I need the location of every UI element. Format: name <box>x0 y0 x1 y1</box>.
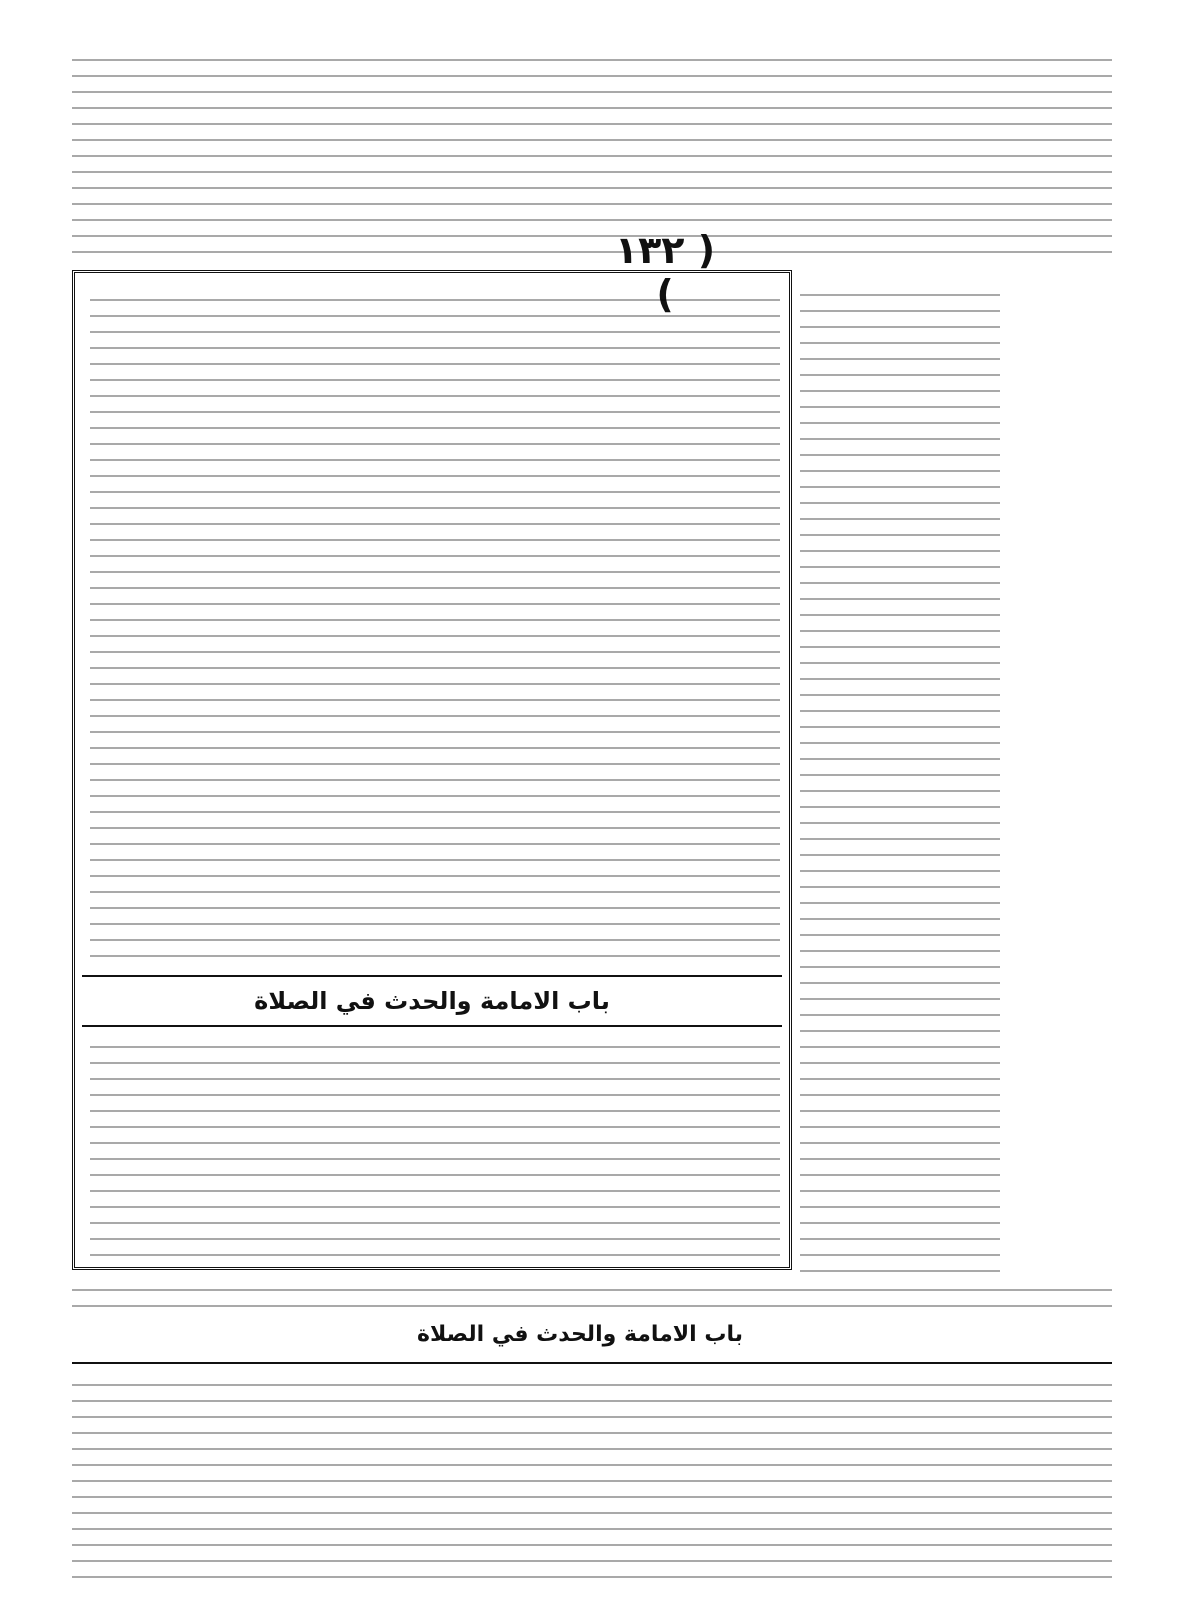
margin-commentary <box>800 280 1000 1280</box>
footer-commentary <box>72 1370 1112 1585</box>
chapter-divider <box>82 975 782 1027</box>
bottom-continuation <box>72 1275 1112 1315</box>
chapter-heading: باب الامامة والحدث في الصلاة <box>254 987 610 1015</box>
main-text-upper <box>90 285 780 970</box>
page-number: ( ١٣٢ ) <box>614 228 716 316</box>
top-commentary <box>72 45 1112 255</box>
footer-heading: باب الامامة والحدث في الصلاة <box>416 1322 743 1347</box>
footer-rule <box>72 1362 1112 1364</box>
main-text-lower <box>90 1032 780 1262</box>
